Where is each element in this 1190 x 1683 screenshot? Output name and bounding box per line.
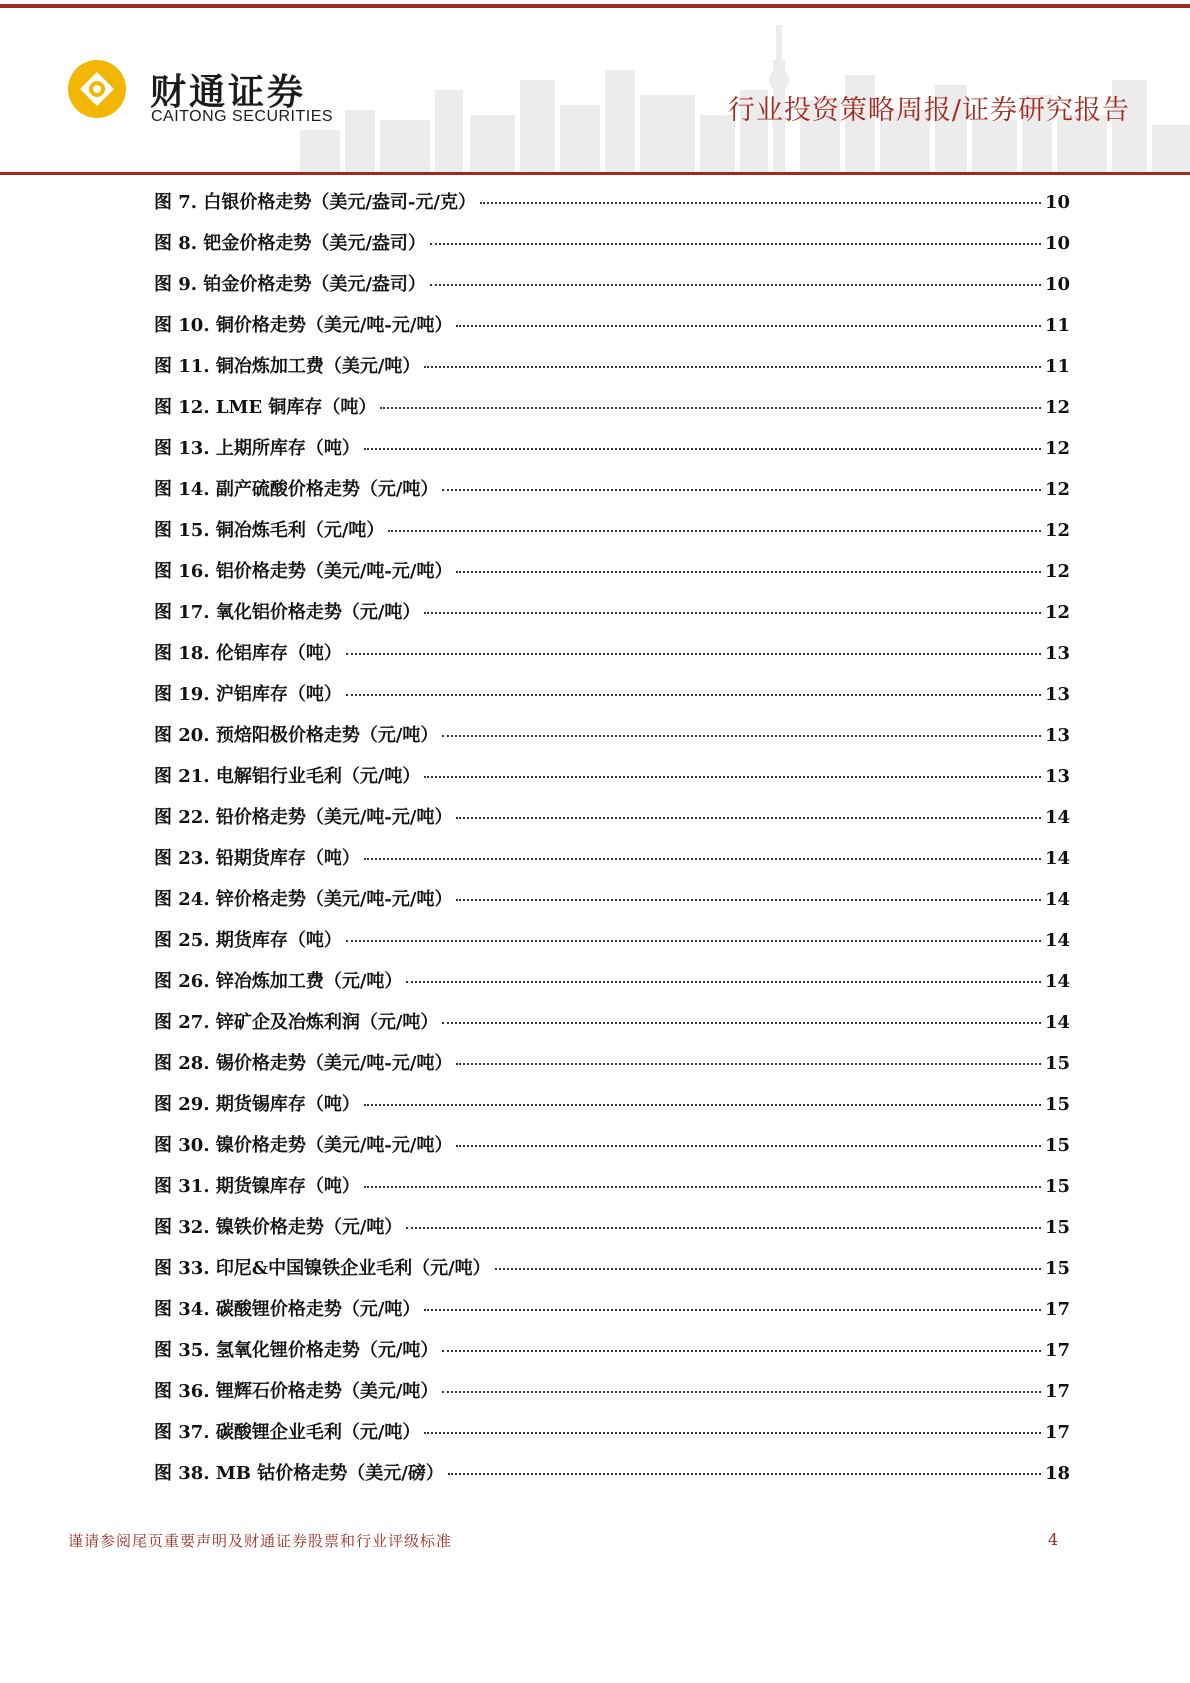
report-title: 行业投资策略周报/证券研究报告 — [727, 95, 1130, 126]
toc-entry[interactable] — [154, 803, 1070, 844]
toc-entry[interactable] — [154, 475, 1070, 516]
toc-leader-dots — [406, 1227, 1041, 1229]
toc-leader-dots — [430, 243, 1041, 245]
toc-entry[interactable] — [154, 557, 1070, 598]
toc-leader-dots — [388, 530, 1041, 532]
toc-entry-page: 12 — [1044, 520, 1070, 541]
toc-leader-dots — [424, 1309, 1041, 1311]
toc-leader-dots — [346, 694, 1041, 696]
toc-leader-dots — [442, 1022, 1041, 1024]
toc-entry[interactable] — [154, 967, 1070, 1008]
toc-entry-page: 12 — [1044, 602, 1070, 623]
toc-entry[interactable] — [154, 598, 1070, 639]
toc-entry[interactable] — [154, 393, 1070, 434]
toc-leader-dots — [442, 1350, 1041, 1352]
caitong-logo-icon — [66, 58, 128, 120]
toc-entry-page: 11 — [1044, 315, 1070, 336]
toc-entry-page: 13 — [1044, 643, 1070, 664]
toc-entry-page: 14 — [1044, 889, 1070, 910]
toc-entry-label: 图 19. 沪铝库存（吨） — [154, 684, 342, 705]
toc-entry-page: 15 — [1044, 1053, 1070, 1074]
toc-entry-label: 图 16. 铝价格走势（美元/吨-元/吨） — [154, 561, 453, 582]
page-number: 4 — [1048, 1530, 1059, 1549]
figure-list — [154, 188, 1070, 1500]
toc-entry-page: 12 — [1044, 479, 1070, 500]
toc-leader-dots — [456, 899, 1040, 901]
toc-entry-page: 10 — [1044, 233, 1070, 254]
toc-entry-page: 14 — [1044, 848, 1070, 869]
toc-entry[interactable] — [154, 1213, 1070, 1254]
toc-entry-page: 18 — [1044, 1463, 1070, 1484]
toc-entry[interactable] — [154, 1295, 1070, 1336]
toc-leader-dots — [406, 981, 1041, 983]
toc-entry-label: 图 14. 副产硫酸价格走势（元/吨） — [154, 479, 439, 500]
toc-entry-label: 图 26. 锌冶炼加工费（元/吨） — [154, 971, 403, 992]
toc-entry-label: 图 36. 锂辉石价格走势（美元/吨） — [154, 1381, 439, 1402]
toc-entry[interactable] — [154, 680, 1070, 721]
toc-leader-dots — [456, 1063, 1040, 1065]
toc-entry-label: 图 9. 铂金价格走势（美元/盎司） — [154, 274, 426, 295]
toc-entry-label: 图 20. 预焙阳极价格走势（元/吨） — [154, 725, 439, 746]
toc-entry-page: 15 — [1044, 1094, 1070, 1115]
toc-entry[interactable] — [154, 516, 1070, 557]
toc-entry[interactable] — [154, 1336, 1070, 1377]
toc-entry-label: 图 11. 铜冶炼加工费（美元/吨） — [154, 356, 421, 377]
toc-leader-dots — [364, 858, 1041, 860]
toc-entry-label: 图 32. 镍铁价格走势（元/吨） — [154, 1217, 403, 1238]
toc-leader-dots — [430, 284, 1041, 286]
toc-entry-label: 图 21. 电解铝行业毛利（元/吨） — [154, 766, 421, 787]
toc-entry-page: 13 — [1044, 725, 1070, 746]
toc-entry-page: 12 — [1044, 561, 1070, 582]
toc-leader-dots — [346, 940, 1041, 942]
toc-entry-label: 图 28. 锡价格走势（美元/吨-元/吨） — [154, 1053, 453, 1074]
toc-entry-page: 13 — [1044, 684, 1070, 705]
toc-entry-label: 图 17. 氧化铝价格走势（元/吨） — [154, 602, 421, 623]
toc-leader-dots — [495, 1268, 1041, 1270]
brand-name-en: CAITONG SECURITIES — [151, 108, 334, 125]
toc-entry[interactable] — [154, 1418, 1070, 1459]
toc-entry-page: 12 — [1044, 438, 1070, 459]
brand-name-cn: 财通证券 — [150, 72, 307, 113]
footer-disclaimer: 谨请参阅尾页重要声明及财通证券股票和行业评级标准 — [68, 1532, 453, 1550]
toc-leader-dots — [424, 776, 1041, 778]
toc-entry[interactable] — [154, 926, 1070, 967]
toc-leader-dots — [442, 489, 1041, 491]
toc-leader-dots — [364, 448, 1041, 450]
toc-leader-dots — [424, 612, 1041, 614]
toc-entry-label: 图 31. 期货镍库存（吨） — [154, 1176, 360, 1197]
toc-entry-label: 图 37. 碳酸锂企业毛利（元/吨） — [154, 1422, 421, 1443]
toc-leader-dots — [364, 1104, 1041, 1106]
toc-leader-dots — [380, 407, 1041, 409]
toc-entry-page: 17 — [1044, 1299, 1070, 1320]
toc-entry[interactable] — [154, 885, 1070, 926]
toc-entry[interactable] — [154, 1377, 1070, 1418]
toc-entry-page: 14 — [1044, 1012, 1070, 1033]
toc-entry[interactable] — [154, 1254, 1070, 1295]
toc-leader-dots — [424, 366, 1041, 368]
toc-entry[interactable] — [154, 1049, 1070, 1090]
toc-entry-page: 15 — [1044, 1217, 1070, 1238]
toc-leader-dots — [448, 1473, 1041, 1475]
toc-leader-dots — [456, 571, 1040, 573]
toc-entry-label: 图 13. 上期所库存（吨） — [154, 438, 360, 459]
toc-entry[interactable] — [154, 270, 1070, 311]
toc-leader-dots — [424, 1432, 1041, 1434]
toc-leader-dots — [456, 325, 1040, 327]
toc-entry[interactable] — [154, 1459, 1070, 1500]
toc-entry-label: 图 30. 镍价格走势（美元/吨-元/吨） — [154, 1135, 453, 1156]
toc-entry-label: 图 22. 铅价格走势（美元/吨-元/吨） — [154, 807, 453, 828]
toc-entry-label: 图 18. 伦铝库存（吨） — [154, 643, 342, 664]
toc-entry[interactable] — [154, 1090, 1070, 1131]
toc-entry-page: 14 — [1044, 971, 1070, 992]
toc-entry[interactable] — [154, 434, 1070, 475]
toc-leader-dots — [480, 202, 1041, 204]
toc-entry[interactable] — [154, 844, 1070, 885]
toc-entry-label: 图 8. 钯金价格走势（美元/盎司） — [154, 233, 426, 254]
header-top-rule — [0, 4, 1190, 8]
toc-leader-dots — [442, 1391, 1041, 1393]
toc-entry-page: 17 — [1044, 1381, 1070, 1402]
toc-entry[interactable] — [154, 721, 1070, 762]
toc-entry[interactable] — [154, 1131, 1070, 1172]
toc-entry[interactable] — [154, 1172, 1070, 1213]
toc-leader-dots — [456, 817, 1040, 819]
toc-entry[interactable] — [154, 311, 1070, 352]
toc-leader-dots — [456, 1145, 1040, 1147]
toc-entry-label: 图 27. 锌矿企及冶炼利润（元/吨） — [154, 1012, 439, 1033]
toc-entry-page: 10 — [1044, 274, 1070, 295]
toc-leader-dots — [346, 653, 1041, 655]
toc-entry-label: 图 25. 期货库存（吨） — [154, 930, 342, 951]
toc-entry-page: 12 — [1044, 397, 1070, 418]
toc-entry[interactable] — [154, 188, 1070, 229]
header-bottom-rule — [0, 172, 1190, 175]
toc-entry-label: 图 10. 铜价格走势（美元/吨-元/吨） — [154, 315, 453, 336]
toc-entry-label: 图 38. MB 钴价格走势（美元/磅） — [154, 1463, 444, 1484]
toc-entry[interactable] — [154, 639, 1070, 680]
toc-entry-page: 10 — [1044, 192, 1070, 213]
toc-entry[interactable] — [154, 1008, 1070, 1049]
toc-entry-page: 15 — [1044, 1135, 1070, 1156]
toc-entry-label: 图 23. 铅期货库存（吨） — [154, 848, 360, 869]
toc-entry[interactable] — [154, 352, 1070, 393]
toc-entry-page: 17 — [1044, 1340, 1070, 1361]
toc-entry-label: 图 7. 白银价格走势（美元/盎司-元/克） — [154, 192, 476, 213]
toc-entry-page: 15 — [1044, 1258, 1070, 1279]
toc-leader-dots — [442, 735, 1041, 737]
toc-entry[interactable] — [154, 229, 1070, 270]
toc-entry[interactable] — [154, 762, 1070, 803]
toc-entry-label: 图 34. 碳酸锂价格走势（元/吨） — [154, 1299, 421, 1320]
toc-entry-label: 图 33. 印尼&中国镍铁企业毛利（元/吨） — [154, 1258, 491, 1279]
toc-entry-page: 15 — [1044, 1176, 1070, 1197]
toc-entry-label: 图 15. 铜冶炼毛利（元/吨） — [154, 520, 385, 541]
toc-entry-page: 13 — [1044, 766, 1070, 787]
toc-entry-label: 图 12. LME 铜库存（吨） — [154, 397, 377, 418]
toc-entry-page: 11 — [1044, 356, 1070, 377]
toc-leader-dots — [364, 1186, 1041, 1188]
toc-entry-page: 17 — [1044, 1422, 1070, 1443]
toc-entry-page: 14 — [1044, 807, 1070, 828]
toc-entry-page: 14 — [1044, 930, 1070, 951]
page-header — [0, 0, 1190, 178]
toc-entry-label: 图 35. 氢氧化锂价格走势（元/吨） — [154, 1340, 439, 1361]
toc-entry-label: 图 24. 锌价格走势（美元/吨-元/吨） — [154, 889, 453, 910]
toc-entry-label: 图 29. 期货锡库存（吨） — [154, 1094, 360, 1115]
